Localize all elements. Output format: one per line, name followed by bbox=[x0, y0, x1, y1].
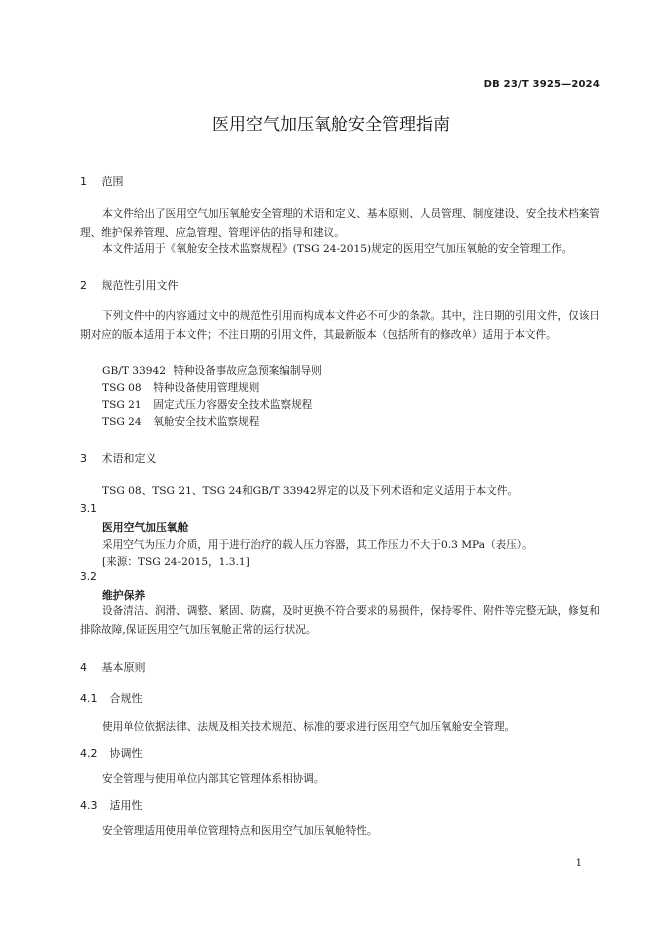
section-1-heading bbox=[80, 173, 124, 189]
reference-title: 固定式压力容器安全技术监察规程 bbox=[153, 399, 313, 411]
subsection-text: 使用单位依据法律、法规及相关技术规范、标准的要求进行医用空气加压氧舱安全管理。 bbox=[102, 721, 516, 733]
term-number: 3.1 bbox=[80, 503, 97, 515]
term-definition: 设备清洁、润滑、调整、紧固、防腐，及时更换不符合要求的易损件，保持零件、附件等完整无缺，修复和排除故障,保证医用空气加压氧舱正常的运行状况。 bbox=[80, 605, 600, 636]
subsection-text: 安全管理适用使用单位管理特点和医用空气加压氧舱特性。 bbox=[102, 825, 378, 837]
term-name: 维护保养 bbox=[102, 589, 146, 602]
normative-references-paragraph: 下列文件中的内容通过文中的规范性引用而构成本文件必不可少的条款。其中，注日期的引用文件，仅该日期对应的版本适用于本文件；不注日期的引用文件，其最新版本（包括所有的修改单）适用于本文件。 bbox=[80, 310, 600, 341]
standard-code: DB 23/T 3925—2024 bbox=[483, 79, 600, 90]
section-4-heading bbox=[80, 659, 146, 675]
subsection-number: 4.1 bbox=[80, 692, 98, 705]
document-title: 医用空气加压氧舱安全管理指南 bbox=[212, 115, 450, 135]
subsection-title: 协调性 bbox=[109, 747, 143, 760]
reference-item bbox=[102, 380, 259, 395]
subsection-number: 4.3 bbox=[80, 799, 98, 812]
term-definition: 采用空气为压力介质，用于进行治疗的载人压力容器，其工作压力不大于0.3 MPa（表压）。 bbox=[102, 539, 533, 551]
page-number: 1 bbox=[575, 858, 582, 869]
subsection-title: 适用性 bbox=[109, 799, 143, 812]
reference-code: TSG 08 bbox=[102, 382, 142, 394]
subsection-number: 4.2 bbox=[80, 747, 98, 760]
scope-paragraph-2: 本文件适用于《氧舱安全技术监察规程》(TSG 24-2015)规定的医用空气加压氧舱的安全管理工作。 bbox=[102, 243, 573, 255]
reference-code: GB/T 33942 bbox=[102, 365, 166, 377]
reference-code: TSG 24 bbox=[102, 416, 142, 428]
reference-item bbox=[102, 397, 312, 412]
term-name: 医用空气加压氧舱 bbox=[102, 521, 189, 534]
section-number: 2 bbox=[80, 279, 87, 292]
reference-title: 氧舱安全技术监察规程 bbox=[153, 416, 260, 428]
subsection-text: 安全管理与使用单位内部其它管理体系相协调。 bbox=[102, 773, 325, 785]
reference-title: 特种设备使用管理规则 bbox=[153, 382, 260, 394]
section-title: 基本原则 bbox=[101, 661, 146, 674]
section-number: 1 bbox=[80, 175, 87, 188]
section-number: 4 bbox=[80, 661, 87, 674]
section-title: 术语和定义 bbox=[101, 452, 157, 465]
section-title: 范围 bbox=[101, 175, 124, 188]
subsection-4-3-heading bbox=[80, 797, 143, 813]
terms-intro-paragraph: TSG 08、TSG 21、TSG 24和GB/T 33942界定的以及下列术语和定义适用于本文件。 bbox=[102, 485, 518, 497]
section-3-heading bbox=[80, 450, 157, 466]
subsection-4-1-heading bbox=[80, 690, 143, 706]
subsection-title: 合规性 bbox=[109, 692, 143, 705]
section-title: 规范性引用文件 bbox=[101, 279, 179, 292]
reference-item bbox=[102, 363, 322, 378]
section-number: 3 bbox=[80, 452, 87, 465]
term-source: [来源：TSG 24-2015，1.3.1] bbox=[102, 556, 250, 568]
section-2-heading bbox=[80, 277, 179, 293]
term-number: 3.2 bbox=[80, 571, 97, 583]
reference-title: 特种设备事故应急预案编制导则 bbox=[173, 365, 322, 377]
reference-code: TSG 21 bbox=[102, 399, 142, 411]
subsection-4-2-heading bbox=[80, 745, 143, 761]
reference-item bbox=[102, 414, 259, 429]
scope-paragraph-1: 本文件给出了医用空气加压氧舱安全管理的术语和定义、基本原则、人员管理、制度建设、安全技术档案管理、维护保养管理、应急管理、管理评估的指导和建议。 bbox=[80, 208, 600, 239]
